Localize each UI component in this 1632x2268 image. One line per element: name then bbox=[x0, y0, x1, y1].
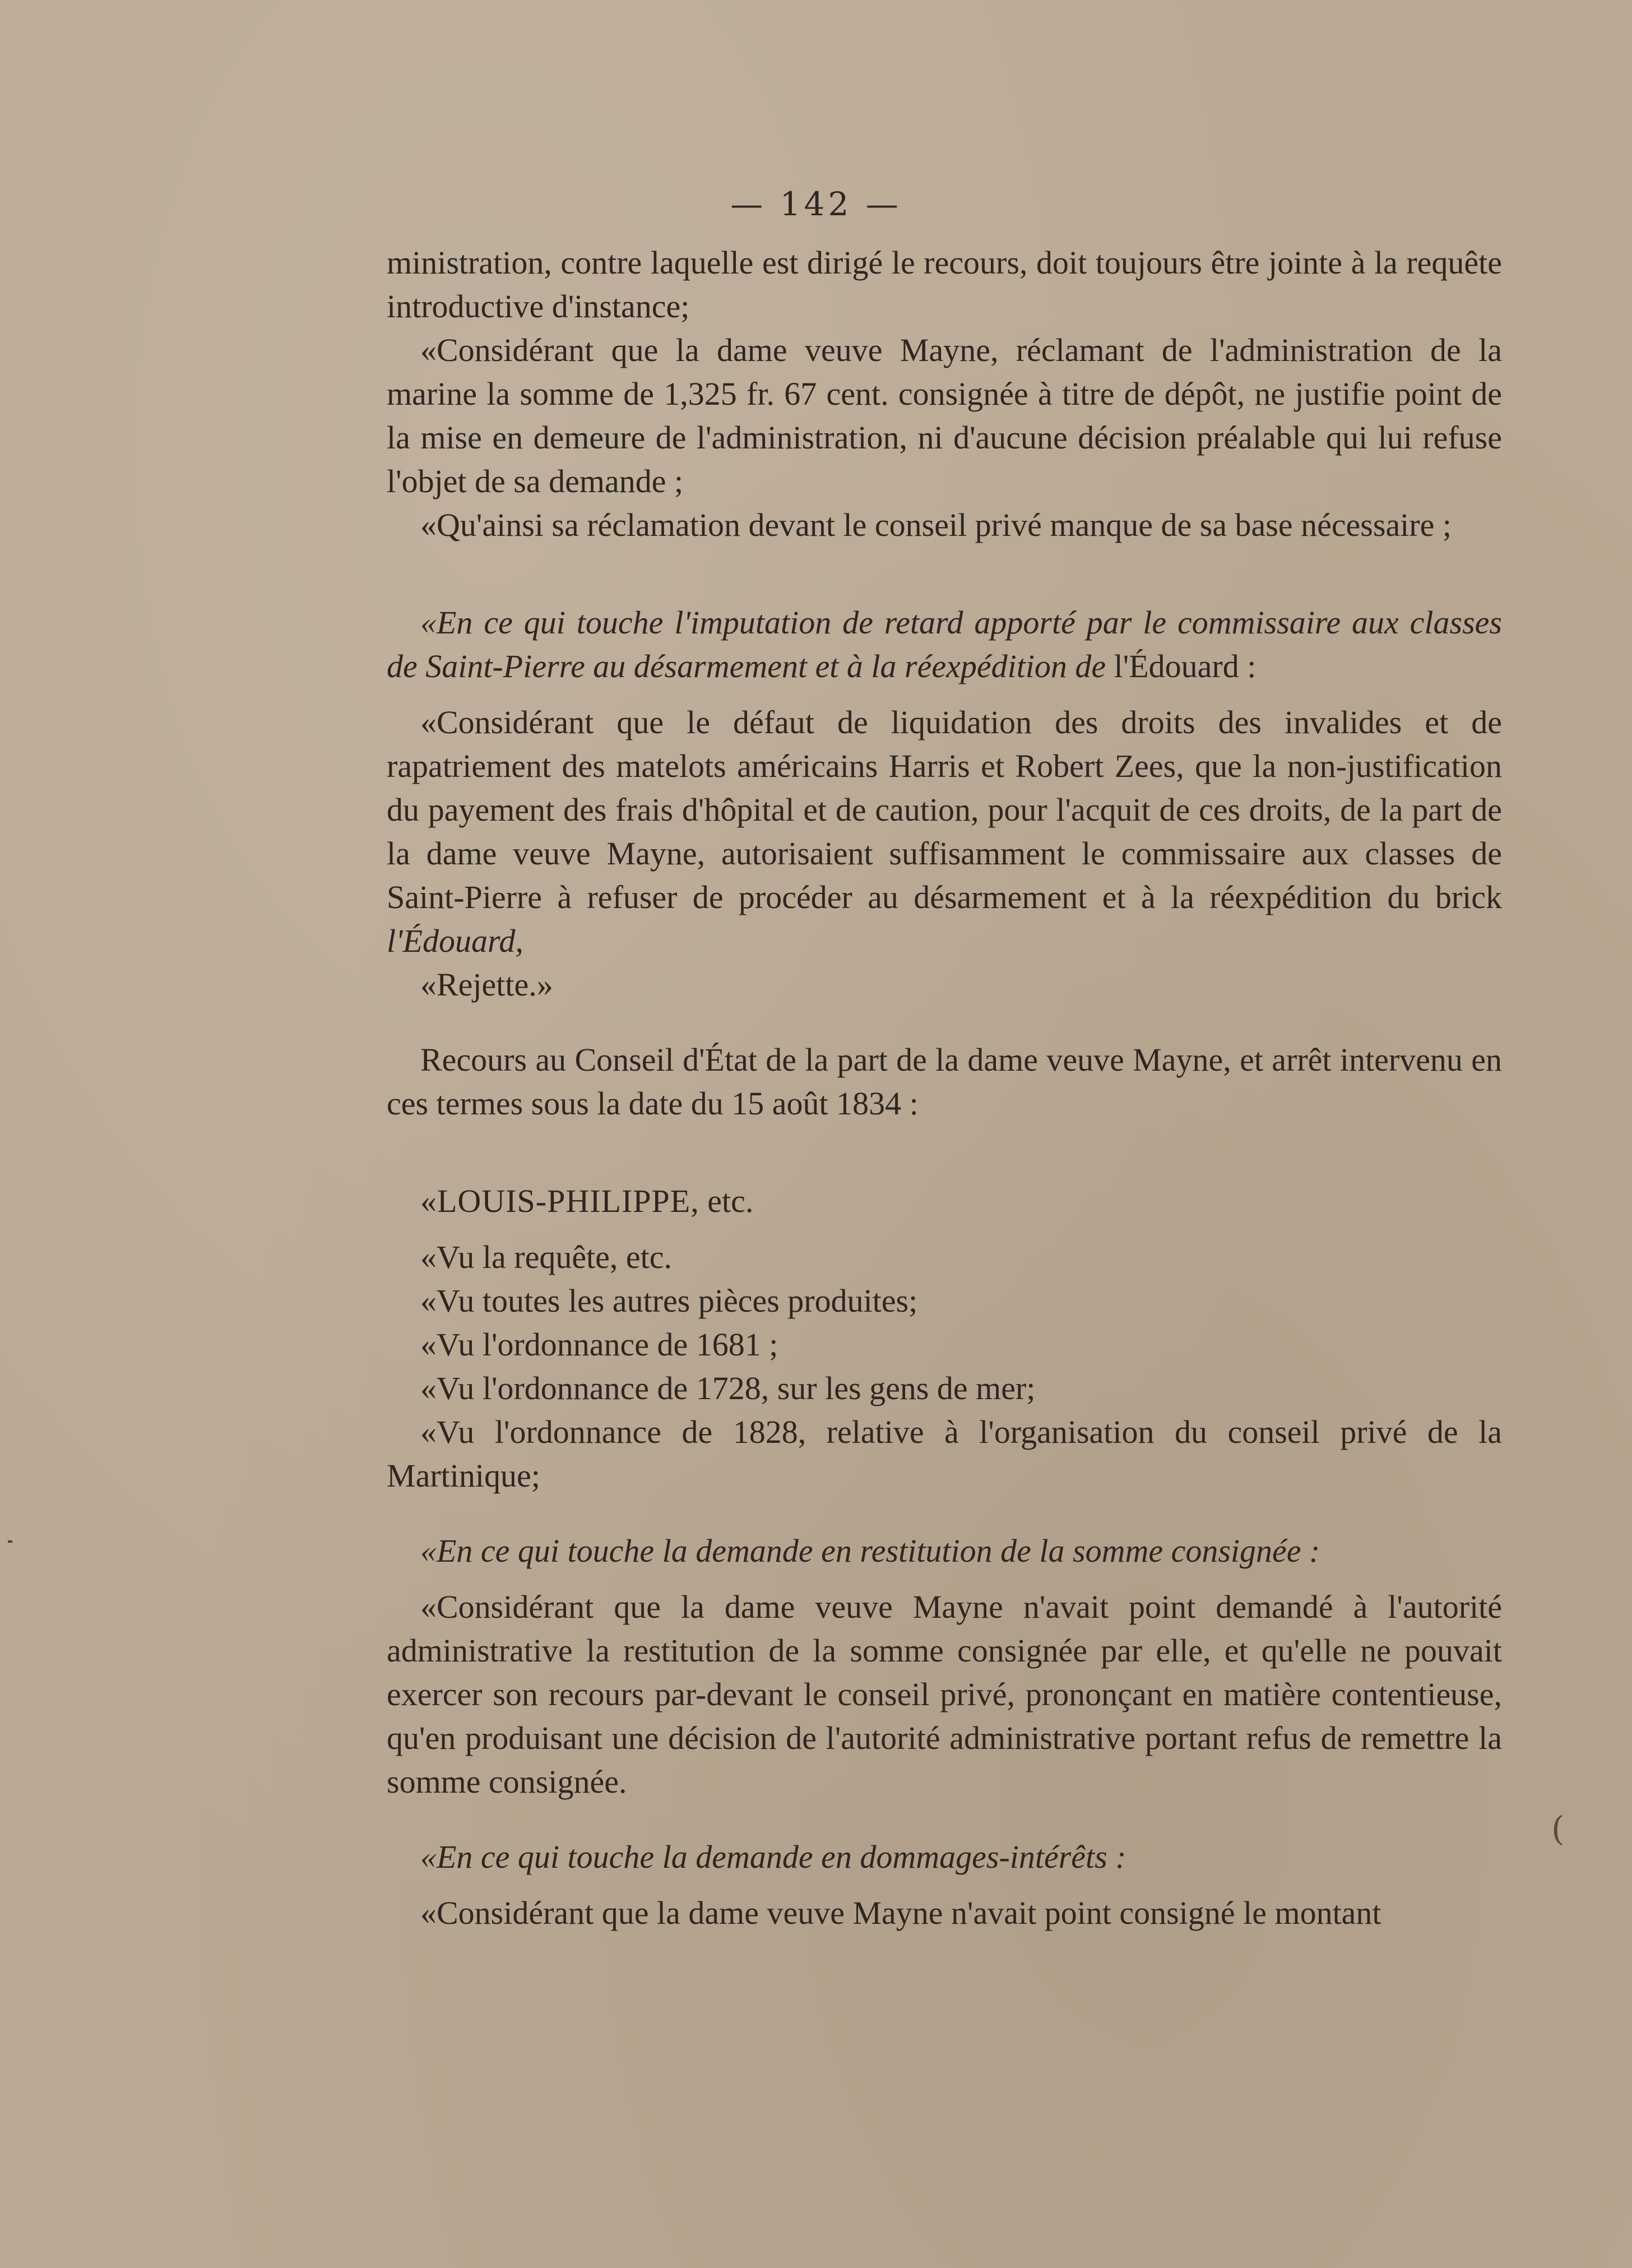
louis-philippe-caps: «LOUIS-PHILIPPE, bbox=[420, 1183, 699, 1219]
heading-retard-roman: l'Édouard : bbox=[1114, 648, 1257, 684]
paragraph-recours: Recours au Conseil d'État de la part de la dame veuve Mayne, et arrêt intervenu en ces termes sous la date du 15 août 1834 : bbox=[387, 1042, 1502, 1122]
page-number: — 142 — bbox=[730, 185, 902, 223]
paragraph-considerant-4: «Considérant que la dame veuve Mayne n'avait point consigné le montant bbox=[420, 1895, 1381, 1931]
paragraph-considerant-3: «Considérant que la dame veuve Mayne n'avait point demandé à l'autorité administrative la restitution de la somme consignée par elle, et qu'elle ne pouvait exercer son recours par-devant le conseil privé, prononçant en matière contentieuse, qu'en produisant une décision de l'autorité administrative portant refus de remettre la somme consignée. bbox=[387, 1589, 1502, 1800]
ink-speck bbox=[8, 1540, 12, 1543]
louis-philippe-etc: etc. bbox=[707, 1183, 754, 1219]
paragraph-vu-1828: «Vu l'ordonnance de 1828, relative à l'organisation du conseil privé de la Martinique; bbox=[387, 1414, 1502, 1494]
considerant-2-italic: l'Édouard, bbox=[387, 923, 523, 959]
paragraph-continuation: ministration, contre laquelle est dirigé le recours, doit toujours être jointe à la requête introductive d'instance; bbox=[387, 244, 1502, 325]
paragraph-vu-1681: «Vu l'ordonnance de 1681 ; bbox=[420, 1326, 778, 1363]
paragraph-considerant-2 bbox=[387, 701, 1502, 963]
paragraph-rejette: «Rejette.» bbox=[420, 966, 553, 1003]
paragraph-vu-requete: «Vu la requête, etc. bbox=[420, 1239, 673, 1275]
paragraph-louis-philippe bbox=[387, 1179, 1502, 1223]
paragraph-quainsi: «Qu'ainsi sa réclamation devant le conseil privé manque de sa base nécessaire ; bbox=[420, 507, 1452, 543]
heading-restitution-italic: «En ce qui touche la demande en restitution de la somme consignée : bbox=[420, 1533, 1320, 1569]
paragraph-heading-retard bbox=[387, 601, 1502, 688]
paragraph-heading-dommages bbox=[387, 1835, 1502, 1879]
margin-mark: ( bbox=[1551, 1809, 1565, 1849]
heading-dommages-italic: «En ce qui touche la demande en dommages-intérêts : bbox=[420, 1839, 1126, 1875]
paragraph-heading-restitution bbox=[387, 1529, 1502, 1573]
considerant-2-roman: «Considérant que le défaut de liquidation des droits des invalides et de rapatriement des matelots américains Harris et Robert Zees, que la non-justification du payement des frais d'hôpital et de caution, pour l'acquit de ces droits, de la part de la dame veuve Mayne, autorisaient suffisamment le commissaire aux classes de Saint-Pierre à refuser de procéder au désarmement et à la réexpédition du brick bbox=[387, 704, 1502, 915]
heading-retard-italic: «En ce qui touche l'imputation de retard apporté par le commissaire aux classes de Saint-Pierre au désarmement et à la réexpédition de bbox=[387, 604, 1502, 684]
page-body bbox=[387, 241, 1502, 1935]
paragraph-vu-1728: «Vu l'ordonnance de 1728, sur les gens de mer; bbox=[420, 1370, 1036, 1406]
paragraph-considerant-1: «Considérant que la dame veuve Mayne, réclamant de l'administration de la marine la somme de 1,325 fr. 67 cent. consignée à titre de dépôt, ne justifie point de la mise en demeure de l'administration, ni d'aucune décision préalable qui lui refuse l'objet de sa demande ; bbox=[387, 332, 1502, 499]
paragraph-vu-pieces: «Vu toutes les autres pièces produites; bbox=[420, 1283, 918, 1319]
